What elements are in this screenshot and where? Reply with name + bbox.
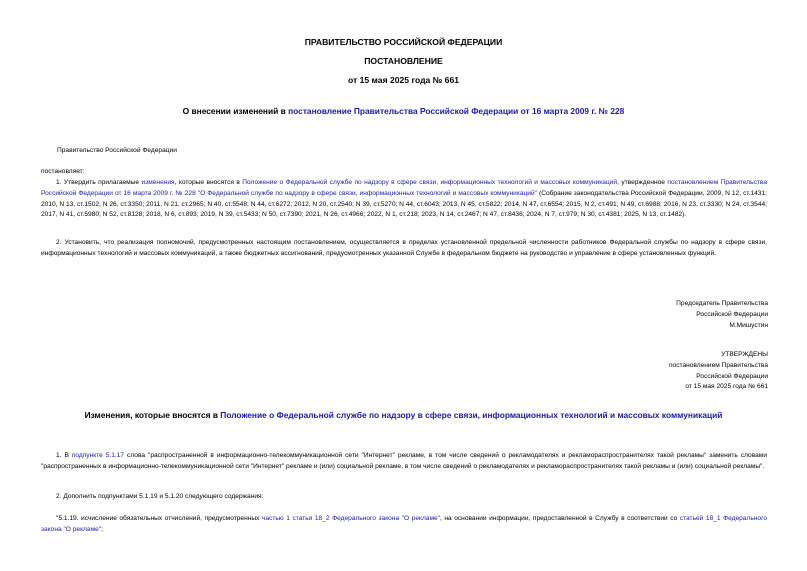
title-link[interactable]: постановление Правительства Российской Федерации от 16 марта 2009 г. № 228 [288, 106, 625, 116]
p1-text-b: , которые вносятся в [174, 179, 243, 186]
change-3-text-a: "5.1.19. исчисление обязательных отчислений, предусмотренных [56, 515, 262, 522]
signature-name: М.Мишустин [729, 321, 768, 329]
change-3-link-2[interactable]: статьей 18_1 Федерального закона "О рекламе" [41, 515, 767, 533]
doc-title [0, 106, 807, 116]
issuer-text: Правительство Российской Федерации [57, 147, 177, 154]
paragraph-2 [41, 238, 767, 260]
p2-text: 2. Установить, что реализация полномочий, предусмотренных настоящим постановлением, осуществляется в пределах установленной предельной численности работников Федеральной службы по надзору в сфере связи, информационных технологий и массовых коммуникаций, а также бюджетных ассигнований, предусмотренных указанной Службе в федеральном бюджете на руководство и управление в сфере установленных функций. [41, 239, 767, 257]
date-number-heading: от 15 мая 2025 года № 661 [347, 75, 460, 85]
change-2: 2. Дополнить подпунктами 5.1.19 и 5.1.20 следующего содержания: [56, 493, 264, 500]
approval-line-1: УТВЕРЖДЕНЫ [721, 351, 768, 358]
approval-line-4: от 15 мая 2025 года № 661 [685, 383, 768, 391]
change-1 [41, 451, 767, 473]
p1-link-changes[interactable]: изменения [141, 179, 175, 186]
signature-block [468, 299, 768, 331]
change-1-link[interactable]: подпункте 5.1.17 [71, 452, 125, 459]
changes-title-prefix: Изменения, которые вносятся в [84, 410, 221, 420]
approval-block [468, 350, 768, 393]
p1-text-c: , утвержденное [617, 179, 668, 186]
approval-line-3: Российской Федерации [696, 372, 768, 380]
p1-link-regulation[interactable]: Положение о Федеральной службе по надзору в сфере связи, информационных технологий и массовых коммуникаций [242, 179, 618, 186]
change-3-link-1[interactable]: частью 1 статьи 18_2 Федерального закона "О рекламе" [261, 515, 441, 522]
doc-title-prefix: О внесении изменений в [182, 106, 289, 116]
doc-type-heading: ПОСТАНОВЛЕНИЕ [364, 56, 443, 66]
paragraph-1 [41, 178, 767, 221]
approval-line-2: постановлением Правительства [668, 361, 768, 369]
p1-link-decree[interactable]: постановлением Правительства Российской Федерации от 16 марта 2009 г. № 228 "О Федеральной службе по надзору в сфере связи, информационных технологий и массовых коммуникаций" [41, 179, 767, 197]
changes-title [0, 410, 807, 420]
signature-line-2: Российской Федерации [696, 310, 768, 318]
authority-heading: ПРАВИТЕЛЬСТВО РОССИЙСКОЙ ФЕДЕРАЦИИ [304, 37, 503, 47]
change-1-text-b: слова "распространенной в информационно-телекоммуникационной сети "Интернет" рекламе, в том числе сведений о рекламодателях и рекламораспространителях такой рекламы" заменить словами "распространенных в информационно-телекоммуникационной сети "Интернет" рекламе и (или) социальной рекламе, в том числе сведений о рекламодателях и рекламораспространителях такой рекламы и (или) социальной рекламы". [41, 452, 768, 470]
change-3 [41, 514, 767, 536]
changes-title-link[interactable]: Положение о Федеральной службе по надзору в сфере связи, информационных технологий и массовых коммуникаций [220, 410, 723, 420]
change-1-text-a: 1. В [56, 452, 72, 459]
p1-text-d: (Собрание законодательства Российской Федерации, 2009, N 12, ст.1431; 2010, N 13, ст.1502; N 26, ст.3350; 2011, N 21, ст.2965; N 40, ст.5548; N 44, ст.6272; 2012, N 20, ст.2540; N 39, ст.5270; N 44, ст.6043; 2013, N 45, ст.5822; 2014, N 47, ст.6554; 2015, N 2, ст.491; N 49, ст.6988; 2016, N 23, ст.3330; N 24, ст.3544; 2017, N 41, ст.5980; N 52, ст.8128; 2018, N 6, ст.893; 2019, N 39, ст.5433; N 50, ст.7390; 2021, N 26, ст.4966; 2022, N 1, ст.218; 2023, N 14, ст.2467; N 47, ст.8436; 2024, N 7, ст.979; N 30, ст.4381; 2025, N 13, ст.1482). [41, 189, 767, 219]
change-3-text-c: ; [101, 525, 103, 533]
decrees-text: постановляет: [41, 168, 85, 175]
signature-line-1: Председатель Правительства [676, 300, 768, 307]
p1-text-a: 1. Утвердить прилагаемые [56, 179, 142, 186]
change-3-text-b: , на основании информации, предоставленной в Службу в соответствии со [440, 515, 680, 522]
